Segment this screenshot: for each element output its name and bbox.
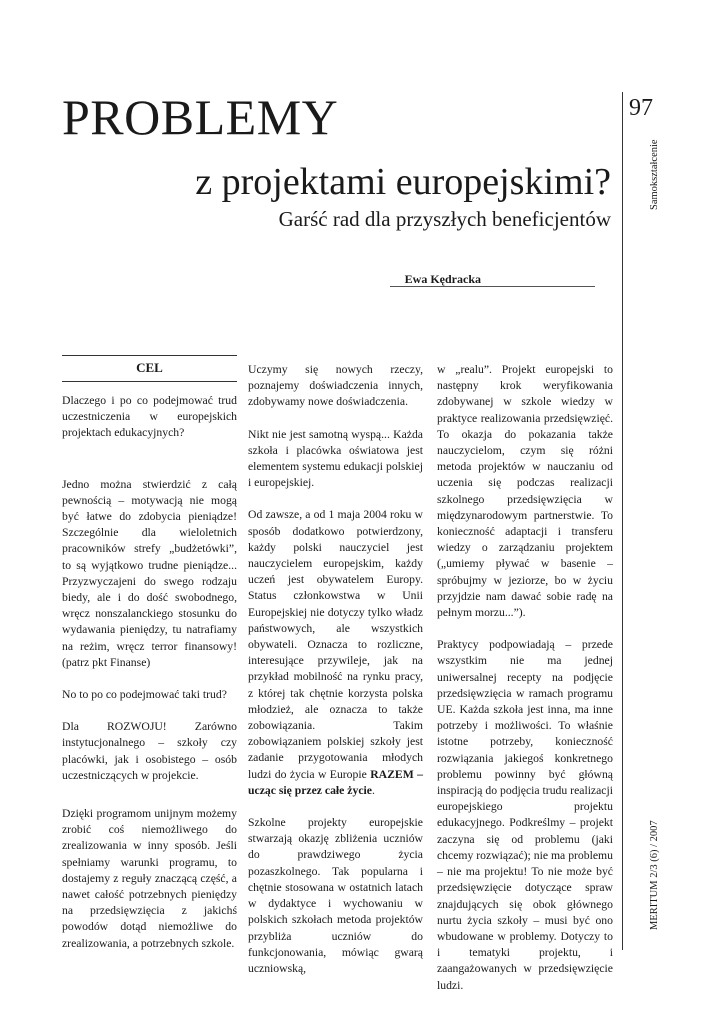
text-column-3	[437, 362, 613, 1010]
cel-bottom-rule	[62, 381, 237, 382]
section-heading-cel: CEL	[136, 360, 163, 375]
paragraph: Dzięki programom unijnym możemy zrobić coś niemożliwego do zrealizowania w inny sposób. Jeśli spełniamy warunki programu, to dostajemy z reguły znaczącą część, a nawet całość potrzebnych pieniędzy na przedsięwzięcia z jakichś powodów dotąd niemożliwe do zrealizowania, a potrzebnych szkole.	[62, 807, 237, 950]
paragraph: Nikt nie jest samotną wyspą... Każda szkoła i placówka oświatowa jest elementem systemu edukacji polskiej i europejskiej.	[248, 427, 423, 490]
emphasis-text: RAZEM – ucząc się przez całe życie	[248, 767, 423, 797]
paragraph: Praktycy podpowiadają – przede wszystkim nie ma jednej uniwersalnej recepty na podjęcie przedsięwzięcia w ramach programu UE. Każda szkoła jest inna, ma inne potrzeby i możliwości. To właśnie istotne potrzeby, konieczność rozwiązania jakiegoś konkretnego problemu powinny być główną inspiracją do podjęcia trudu realizacji europejskiego projektu edukacyjnego. Podkreślmy – projekt zaczyna się od problemu (jaki chcemy rozwiązać); nie ma problemu – nie ma projektu! To nie może być przedsięwzięcie dotyczące spraw znajdujących się obok głównego nurtu życia szkoły – musi być ono wbudowane w problemy. Dotyczy to i tematyki projektu, i zaangażowanych w przedsięwzięcie ludzi.	[437, 638, 613, 992]
paragraph-end: .	[371, 783, 375, 797]
text-column-1	[62, 393, 237, 968]
margin-divider	[622, 92, 623, 950]
article-author: Ewa Kędracka	[404, 272, 481, 286]
cel-top-rule	[62, 355, 237, 356]
paragraph	[248, 507, 423, 799]
journal-label: MERITUM 2/3 (6) / 2007	[649, 820, 660, 930]
paragraph: Szkolne projekty europejskie stwarzają okazję zbliżenia uczniów do prawdziwego życia pozaszkolnego. Tak popularna i chętnie stosowana w ostatnich latach w dydaktyce i wychowaniu w polskich szkołach metoda projektów przybliża uczniów do funkcjonowania, mówiąc gwarą uczniowską,	[248, 816, 423, 975]
article-tagline: Garść rad dla przyszłych beneficjentów	[278, 207, 611, 231]
article-subtitle: z projektami europejskimi?	[195, 161, 611, 203]
author-divider	[390, 286, 595, 287]
section-label: Samokształcenie	[649, 139, 660, 210]
paragraph: Dlaczego i po co podejmować trud uczestniczenia w europejskich projektach edukacyjnych?	[62, 394, 237, 440]
text-column-2	[248, 362, 423, 993]
page-number: 97	[629, 95, 653, 121]
article-title: PROBLEMY	[62, 89, 339, 145]
paragraph: w „realu”. Projekt europejski to następny krok weryfikowania zdobywanej w szkole wiedzy w praktyce realizowania przedsięwzięć. To okazja do pokazania także nauczycielom, czym się różni metoda projektów w nauczaniu od uczenia się podczas realizacji szkolnego przedsięwzięcia w międzynarodowym partnerstwie. To konieczność adaptacji i transferu wiedzy o zarządzaniu projektem („umiemy pływać w basenie – spróbujmy w jeziorze, bo w życiu przyjdzie nam dawać sobie radę na pełnym morzu...”).	[437, 363, 613, 620]
paragraph: Jedno można stwierdzić z całą pewnością – motywacją nie mogą być łatwe do zdobycia pieniądze! Szczególnie dla wieloletnich pracowników strefy „budżetówki”, to są wyjątkowo trudne pieniądze... Przyzwyczajeni do swego rodzaju biedy, ale i do dość swobodnego, wręcz nonszalanckiego stosunku do wydawania pieniędzy, tu natrafiamy na reżim, wręcz terror finansowy! (patrz pkt Finanse)	[62, 477, 237, 669]
paragraph-text: Od zawsze, a od 1 maja 2004 roku w sposób dodatkowo potwierdzony, każdy polski nauczyciel jest nauczycielem europejskim, każdy uczeń jest obywatelem Europy. Status członkowstwa w Unii Europejskiej nie dotyczy tylko władz państwowych, ale wszystkich obywateli. Oznacza to rozliczne, interesujące przywileje, jak na przykład mobilność na rynku pracy, z której tak chętnie korzysta polska młodzież, ale oznacza to także zobowiązania. Takim zobowiązaniem polskiej szkoły jest zadanie przygotowania młodych ludzi do życia w Europie	[248, 508, 423, 781]
paragraph: Uczymy się nowych rzeczy, poznajemy doświadczenia innych, zdobywamy nowe doświadczenia.	[248, 363, 423, 409]
paragraph: No to po co podejmować taki trud?	[62, 688, 227, 702]
paragraph: Dla ROZWOJU! Zarówno instytucjonalnego – szkoły czy placówki, jak i osobistego – osób uczestniczących w projekcie.	[62, 720, 237, 782]
